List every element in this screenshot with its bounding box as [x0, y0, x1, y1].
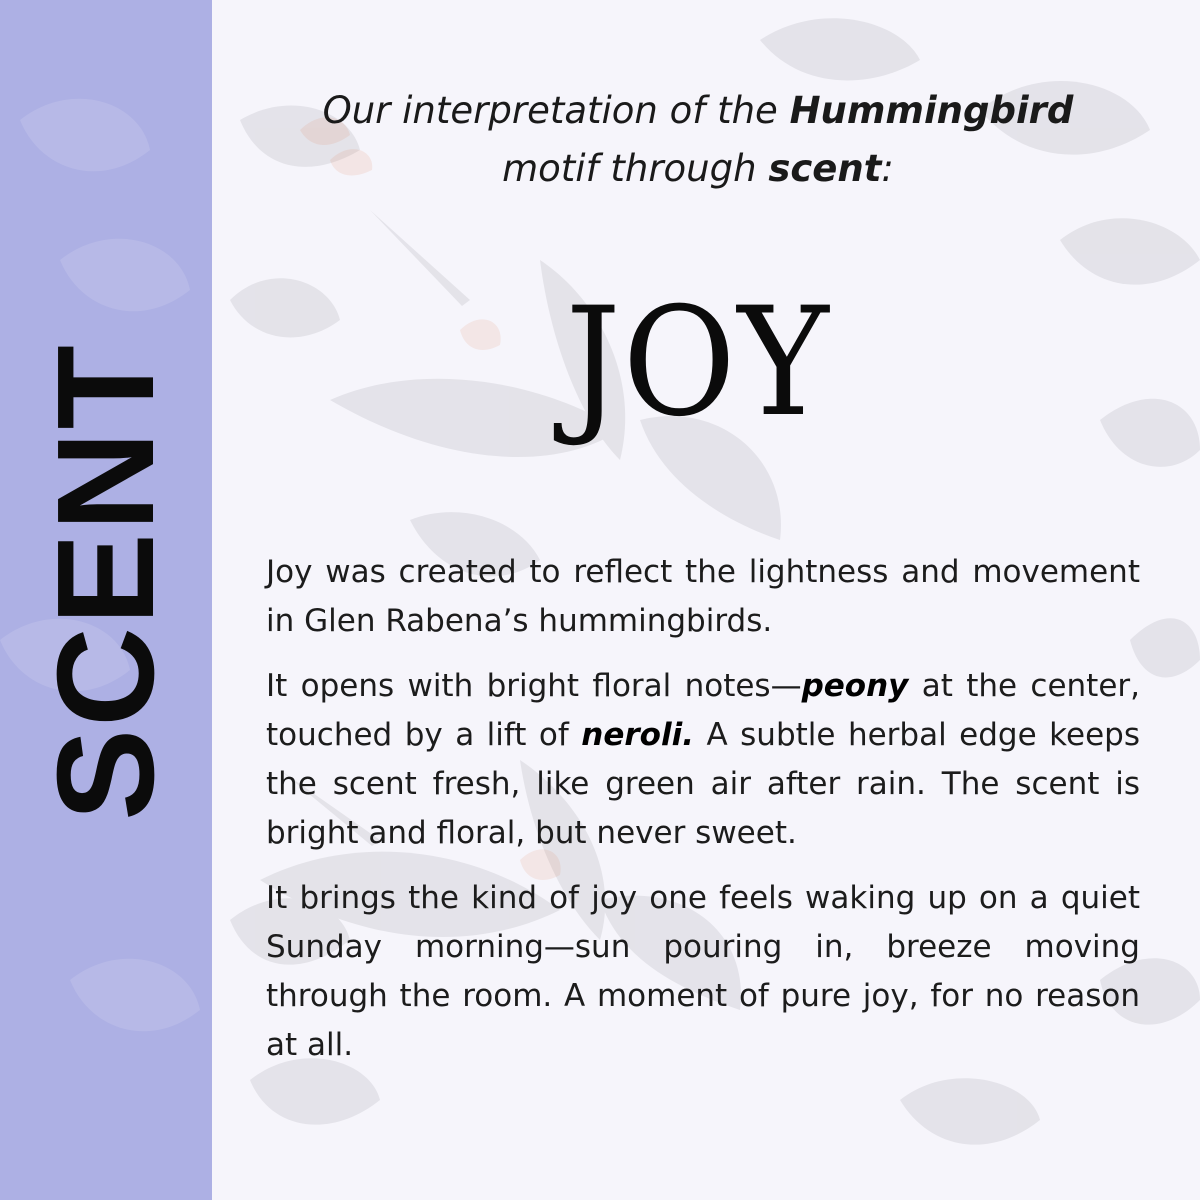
intro-line2-prefix: motif through	[502, 147, 769, 190]
intro-text	[300, 82, 1096, 198]
intro-scent: scent	[768, 147, 882, 190]
intro-hummingbird: Hummingbird	[789, 89, 1074, 132]
side-label: SCENT	[29, 343, 183, 821]
scent-title: JOY	[565, 276, 831, 450]
paragraph-1: Joy was created to reflect the lightness and movement in Glen Rabena’s hummingbirds.	[266, 554, 1140, 639]
paragraph-2-part-b: at the center, touched by a lift of	[266, 668, 1140, 753]
side-band	[0, 0, 212, 1200]
note-peony: peony	[801, 668, 909, 704]
paragraph-2-part-a: It opens with bright floral notes—	[266, 668, 802, 704]
paragraph-2	[266, 662, 1140, 858]
paragraph-2-part-c: A subtle herbal edge keeps the scent fresh, like green air after rain. The scent is bright and floral, but never sweet.	[266, 717, 1140, 851]
intro-line2-suffix: :	[881, 147, 894, 190]
paragraph-3: It brings the kind of joy one feels waking up on a quiet Sunday morning—sun pouring in, breeze moving through the room. A moment of pure joy, for no reason at all.	[266, 880, 1140, 1063]
note-neroli: neroli.	[581, 717, 694, 753]
intro-line1-prefix: Our interpretation of the	[322, 89, 790, 132]
description	[266, 548, 1140, 1086]
